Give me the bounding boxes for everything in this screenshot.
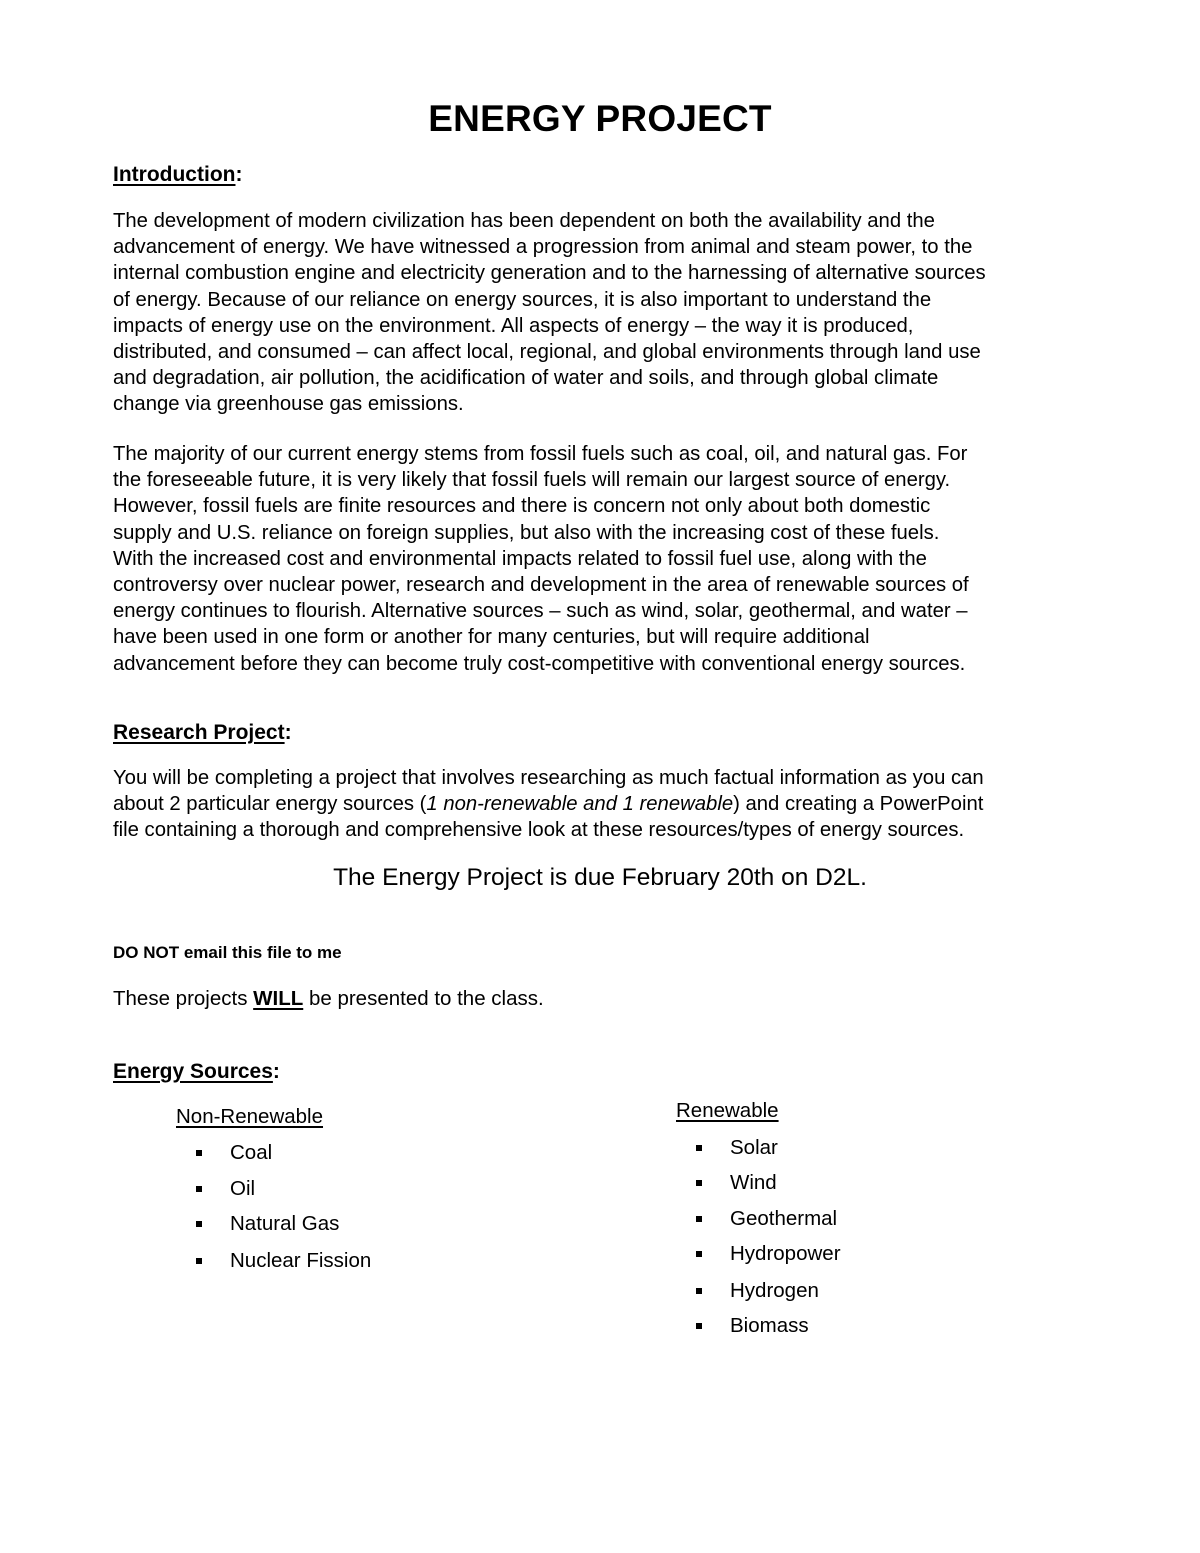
square-bullet-icon bbox=[196, 1258, 202, 1264]
line2-before: about 2 particular energy sources ( bbox=[113, 793, 427, 816]
list-item bbox=[730, 1279, 819, 1303]
paragraph-line: internal combustion engine and electricity generation and to the harnessing of alternative sources bbox=[113, 262, 986, 285]
paragraph-line: advancement of energy. We have witnessed a progression from animal and steam power, to the bbox=[113, 236, 973, 259]
energy-sources-heading-colon: : bbox=[272, 1060, 280, 1083]
presented-after: be presented to the class. bbox=[303, 987, 544, 1010]
square-bullet-icon bbox=[696, 1145, 702, 1151]
paragraph-line: With the increased cost and environmental impacts related to fossil fuel use, along with the bbox=[113, 547, 927, 570]
introduction-heading-text: Introduction bbox=[113, 163, 236, 186]
line2-italic: 1 non-renewable and 1 renewable bbox=[426, 793, 734, 816]
list-item-label: Biomass bbox=[730, 1314, 809, 1337]
presented-notice bbox=[113, 987, 544, 1011]
list-item-label: Hydropower bbox=[730, 1242, 841, 1265]
due-date-notice: The Energy Project is due February 20th on D2L. bbox=[333, 864, 867, 891]
list-item-label: Oil bbox=[230, 1177, 256, 1200]
presented-before: These projects bbox=[113, 987, 254, 1010]
list-item-label: Wind bbox=[730, 1171, 777, 1194]
paragraph-line: However, fossil fuels are finite resources and there is concern not only about both domestic bbox=[113, 495, 931, 518]
square-bullet-icon bbox=[696, 1180, 702, 1186]
energy-sources-heading bbox=[113, 1060, 280, 1084]
paragraph-line: energy continues to flourish. Alternative sources – such as wind, solar, geothermal, and water – bbox=[113, 600, 968, 623]
list-item bbox=[230, 1212, 339, 1236]
list-item bbox=[730, 1242, 841, 1266]
introduction-heading bbox=[113, 163, 242, 187]
paragraph-line: supply and U.S. reliance on foreign supplies, but also with the increasing cost of these fuels. bbox=[113, 521, 940, 544]
introduction-heading-colon: : bbox=[235, 163, 243, 186]
list-item-label: Nuclear Fission bbox=[230, 1249, 372, 1272]
square-bullet-icon bbox=[196, 1150, 202, 1156]
square-bullet-icon bbox=[196, 1221, 202, 1227]
presented-emphasis: WILL bbox=[253, 987, 304, 1010]
list-item bbox=[230, 1177, 255, 1201]
research-project-heading bbox=[113, 721, 292, 745]
list-item-label: Hydrogen bbox=[730, 1279, 819, 1302]
list-item bbox=[730, 1314, 809, 1338]
paragraph-line: controversy over nuclear power, research and development in the area of renewable sources of bbox=[113, 574, 969, 597]
paragraph-line: have been used in one form or another for many centuries, but will require additional bbox=[113, 626, 870, 649]
list-item bbox=[730, 1207, 837, 1231]
introduction-paragraph-1 bbox=[113, 208, 1088, 418]
paragraph-line: The majority of our current energy stems from fossil fuels such as coal, oil, and natural gas. For bbox=[113, 443, 968, 465]
square-bullet-icon bbox=[196, 1186, 202, 1192]
list-item bbox=[230, 1249, 371, 1273]
paragraph-line: distributed, and consumed – can affect local, regional, and global environments through land use bbox=[113, 341, 981, 364]
research-heading-colon: : bbox=[284, 721, 292, 744]
list-item bbox=[730, 1136, 778, 1160]
paragraph-line bbox=[113, 791, 1088, 817]
non-renewable-label: Non-Renewable bbox=[176, 1105, 324, 1128]
research-heading-text: Research Project bbox=[113, 721, 285, 744]
paragraph-line: advancement before they can become truly cost-competitive with conventional energy sources. bbox=[113, 652, 966, 675]
do-not-email-notice: DO NOT email this file to me bbox=[113, 943, 342, 962]
paragraph-line: and degradation, air pollution, the acidification of water and soils, and through global climate bbox=[113, 367, 939, 390]
square-bullet-icon bbox=[696, 1288, 702, 1294]
paragraph-line: impacts of energy use on the environment. All aspects of energy – the way it is produced, bbox=[113, 314, 914, 337]
square-bullet-icon bbox=[696, 1216, 702, 1222]
renewable-label: Renewable bbox=[676, 1099, 779, 1122]
list-item-label: Natural Gas bbox=[230, 1212, 340, 1235]
square-bullet-icon bbox=[696, 1251, 702, 1257]
paragraph-line: of energy. Because of our reliance on energy sources, it is also important to understand the bbox=[113, 288, 932, 311]
list-item bbox=[730, 1171, 777, 1195]
page-title: ENERGY PROJECT bbox=[428, 98, 772, 139]
introduction-paragraph-2 bbox=[113, 441, 1088, 677]
paragraph-line: change via greenhouse gas emissions. bbox=[113, 393, 464, 416]
line2-after: ) and creating a PowerPoint bbox=[733, 793, 984, 816]
paragraph-line: the foreseeable future, it is very likely that fossil fuels will remain our largest source of energy. bbox=[113, 469, 951, 492]
list-item bbox=[230, 1141, 272, 1165]
research-paragraph bbox=[113, 765, 1088, 844]
list-item-label: Geothermal bbox=[730, 1207, 838, 1230]
paragraph-line: The development of modern civilization has been dependent on both the availability and the bbox=[113, 210, 935, 232]
energy-sources-heading-text: Energy Sources bbox=[113, 1060, 273, 1083]
list-item-label: Solar bbox=[730, 1136, 778, 1159]
paragraph-line: file containing a thorough and comprehensive look at these resources/types of energy sources. bbox=[113, 819, 965, 842]
square-bullet-icon bbox=[696, 1323, 702, 1329]
list-item-label: Coal bbox=[230, 1141, 273, 1164]
paragraph-line: You will be completing a project that involves researching as much factual information as you can bbox=[113, 767, 984, 789]
